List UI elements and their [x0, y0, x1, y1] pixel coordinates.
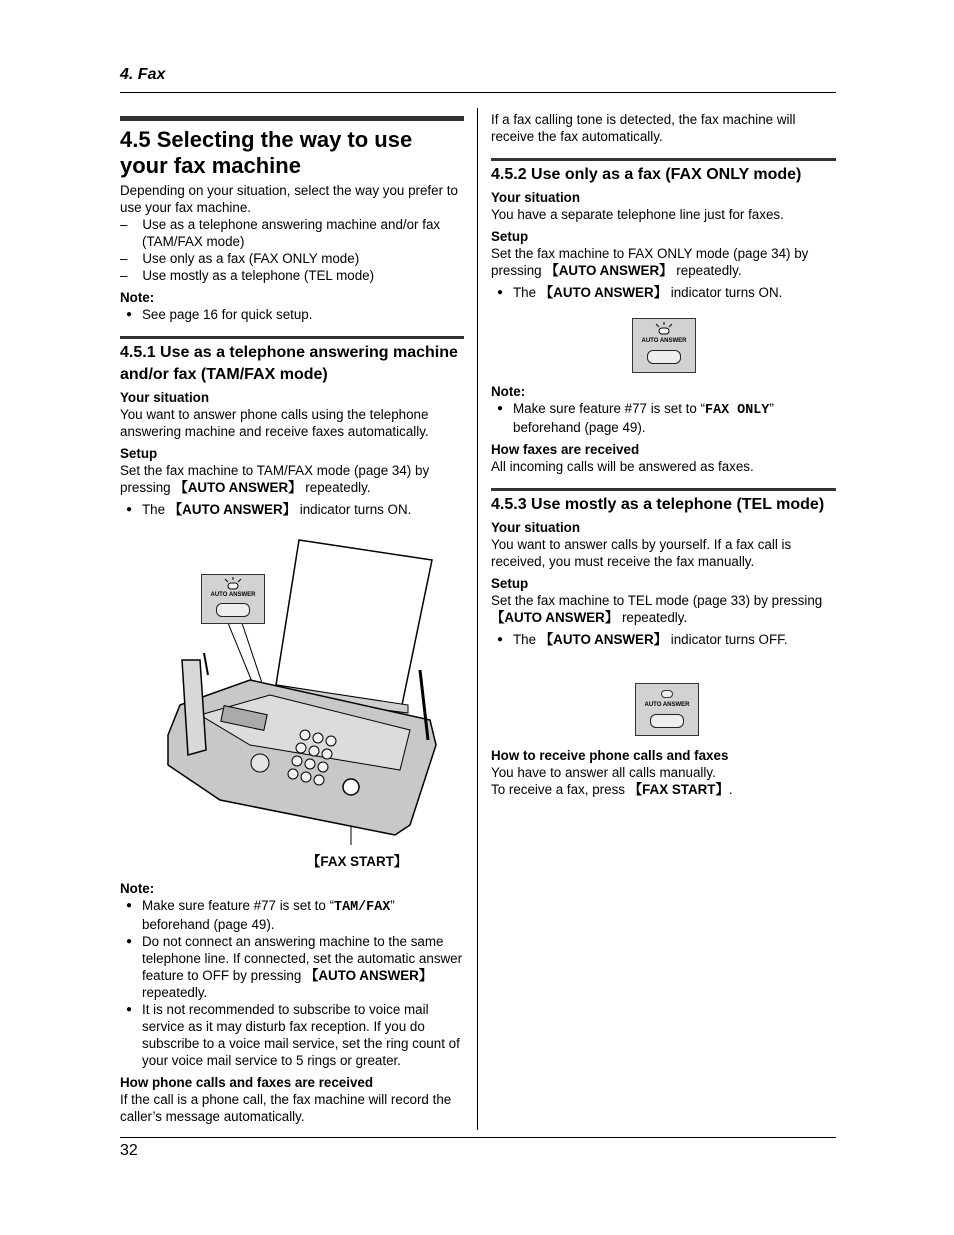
indicator-text: ● The 【AUTO ANSWER】 indicator turns ON.: [120, 501, 464, 518]
setup-text: Set the fax machine to FAX ONLY mode (page 34) by pressing 【AUTO ANSWER】 repeatedly.: [491, 246, 809, 278]
auto-answer-panel-off: [635, 683, 699, 736]
setup-label: Setup: [491, 576, 529, 591]
page-number: 32: [120, 1142, 138, 1159]
led-on-icon: [653, 322, 675, 336]
situation-label: Your situation: [491, 520, 581, 535]
subsection-title-452: 4.5.2 Use only as a fax (FAX ONLY mode): [491, 166, 802, 183]
note-label: Note:: [120, 881, 155, 896]
indicator-text: ● The 【AUTO ANSWER】 indicator turns ON.: [491, 284, 836, 301]
auto-answer-label: AUTO ANSWER: [644, 702, 690, 708]
situation-text: You want to answer phone calls using the telephone answering machine and receive faxes automatically.: [120, 407, 429, 439]
auto-answer-panel-on: [632, 318, 696, 373]
header-rule: [120, 92, 836, 93]
subsection-bar: [120, 336, 464, 339]
situation-label: Your situation: [491, 190, 581, 205]
subsection-bar: [491, 488, 836, 491]
setup-text: Set the fax machine to TAM/FAX mode (page 34) by pressing 【AUTO ANSWER】 repeatedly.: [120, 463, 430, 495]
fax-start-button: [343, 779, 359, 795]
how-text: All incoming calls will be answered as faxes.: [491, 459, 754, 474]
situation-label: Your situation: [120, 390, 210, 405]
auto-answer-button: [216, 603, 250, 617]
running-header: 4. Fax: [120, 66, 166, 83]
how-text: You have to answer all calls manually.: [491, 765, 716, 780]
led-on-icon: [222, 577, 244, 591]
column-divider: [477, 108, 478, 1130]
setup-text: Set the fax machine to TEL mode (page 33) by pressing 【AUTO ANSWER】 repeatedly.: [491, 593, 823, 625]
auto-answer-panel-on: [201, 574, 265, 624]
note-item: ● Make sure feature #77 is set to “FAX ONLY” beforehand (page 49).: [491, 400, 836, 436]
section-bar: [120, 116, 464, 121]
note-label: Note:: [120, 290, 155, 305]
note-item: ● See page 16 for quick setup.: [120, 306, 464, 323]
indicator-text: ● The 【AUTO ANSWER】 indicator turns OFF.: [491, 631, 836, 648]
footer-rule: [120, 1137, 836, 1138]
note-label: Note:: [491, 384, 526, 399]
situation-text: You have a separate telephone line just for faxes.: [491, 207, 784, 222]
note-item: ● It is not recommended to subscribe to voice mail service as it may disturb fax reception. If you do subscribe to a voice mail service, set the ring count of your voice mail service to 5 rings or greater.: [120, 1001, 464, 1069]
intro-text: Depending on your situation, select the way you prefer to use your fax machine.: [120, 183, 458, 215]
how-label: How phone calls and faxes are received: [120, 1075, 374, 1090]
subsection-title-451: 4.5.1 Use as a telephone answering machine and/or fax (TAM/FAX mode): [120, 344, 458, 383]
how-text: To receive a fax, press 【FAX START】.: [491, 782, 733, 797]
auto-answer-button: [647, 350, 681, 364]
fax-start-callout: 【FAX START】: [307, 854, 408, 869]
auto-answer-button: [650, 714, 684, 728]
auto-answer-label: AUTO ANSWER: [641, 338, 687, 344]
right-column-3: [491, 747, 836, 798]
led-off-icon: [661, 690, 673, 698]
situation-text: You want to answer calls by yourself. If a fax call is received, you must receive the fax manually.: [491, 537, 792, 569]
how-label: How faxes are received: [491, 442, 640, 457]
subsection-bar: [491, 158, 836, 161]
setup-label: Setup: [120, 446, 158, 461]
how-text: If the call is a phone call, the fax machine will record the caller’s message automatically.: [120, 1092, 452, 1124]
subsection-title-453: 4.5.3 Use mostly as a telephone (TEL mode): [491, 496, 825, 513]
mode-list: [120, 216, 464, 284]
note-item: ● Make sure feature #77 is set to “TAM/FAX” beforehand (page 49).: [120, 897, 464, 933]
setup-label: Setup: [491, 229, 529, 244]
auto-answer-label: AUTO ANSWER: [210, 592, 256, 598]
list-item: – Use mostly as a telephone (TEL mode): [120, 268, 375, 283]
how-label: How to receive phone calls and faxes: [491, 748, 729, 763]
right-column-2: [491, 383, 836, 648]
list-item: – Use as a telephone answering machine and/or fax (TAM/FAX mode): [120, 217, 441, 249]
page-title: 4.5 Selecting the way to use your fax machine: [120, 127, 413, 178]
left-notes: [120, 880, 464, 1125]
continued-text: If a fax calling tone is detected, the fax machine will receive the fax automatically.: [491, 112, 796, 144]
paper-sheet: [276, 540, 432, 705]
list-item: – Use only as a fax (FAX ONLY mode): [120, 251, 360, 266]
note-item: ● Do not connect an answering machine to the same telephone line. If connected, set the automatic answer feature to OFF by pressing 【AUTO ANSWER】 repeatedly.: [120, 933, 464, 1001]
right-column: [491, 111, 836, 301]
left-column: [120, 116, 464, 518]
